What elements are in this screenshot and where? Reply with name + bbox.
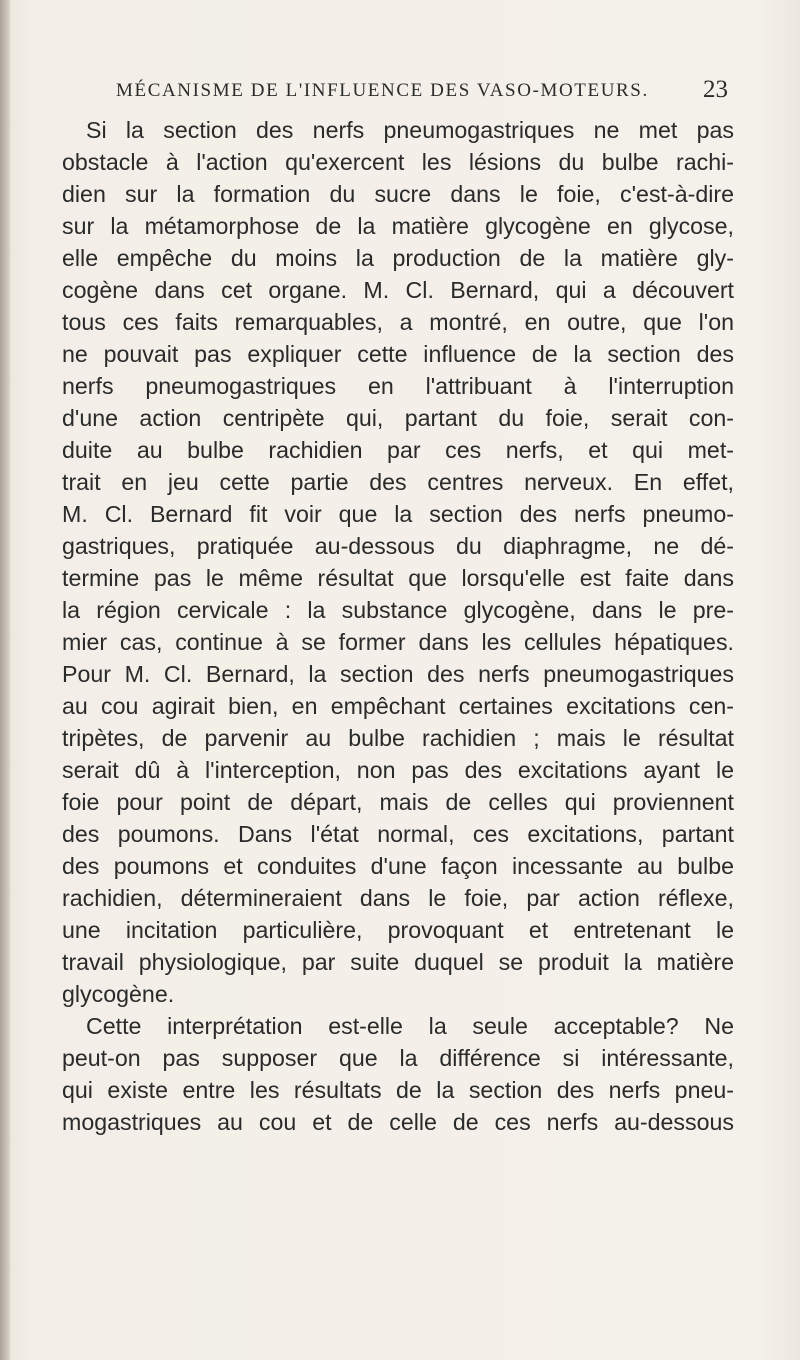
text-line: ne pouvait pas expliquer cette influence de la section des: [62, 341, 734, 367]
text-line: des poumons. Dans l'état normal, ces excitations, partant: [62, 821, 734, 847]
text-line: gastriques, pratiquée au-dessous du diaphragme, ne dé-: [62, 533, 734, 559]
running-title: MÉCANISME DE L'INFLUENCE DES VASO-MOTEURS.: [116, 80, 649, 101]
text-line: rachidien, détermineraient dans le foie, par action réflexe,: [62, 885, 734, 911]
page-number: 23: [703, 76, 728, 103]
text-line: mier cas, continue à se former dans les cellules hépatiques.: [62, 629, 734, 655]
text-line: obstacle à l'action qu'exercent les lésions du bulbe rachi-: [62, 149, 734, 175]
text-line: tripètes, de parvenir au bulbe rachidien ; mais le résultat: [62, 725, 734, 751]
text-line: trait en jeu cette partie des centres nerveux. En effet,: [62, 469, 734, 495]
page-binding-edge: [0, 0, 10, 1360]
text-line: mogastriques au cou et de celle de ces nerfs au-dessous: [62, 1109, 734, 1135]
text-line: sur la métamorphose de la matière glycogène en glycose,: [62, 213, 734, 239]
text-line: Cette interprétation est-elle la seule acceptable? Ne: [86, 1013, 734, 1039]
body-text: [62, 114, 734, 1138]
text-line: glycogène.: [62, 981, 175, 1007]
text-line: Pour M. Cl. Bernard, la section des nerfs pneumogastriques: [62, 661, 734, 687]
text-line: nerfs pneumogastriques en l'attribuant à l'interruption: [62, 373, 734, 399]
text-line: tous ces faits remarquables, a montré, en outre, que l'on: [62, 309, 734, 335]
text-line: d'une action centripète qui, partant du foie, serait con-: [62, 405, 734, 431]
text-line: peut-on pas supposer que la différence si intéressante,: [62, 1045, 734, 1071]
page-header: [108, 76, 728, 108]
text-line: serait dû à l'interception, non pas des excitations ayant le: [62, 757, 734, 783]
text-line: au cou agirait bien, en empêchant certaines excitations cen-: [62, 693, 734, 719]
text-line: la région cervicale : la substance glycogène, dans le pre-: [62, 597, 734, 623]
text-line: duite au bulbe rachidien par ces nerfs, et qui met-: [62, 437, 734, 463]
text-line: foie pour point de départ, mais de celles qui proviennent: [62, 789, 734, 815]
text-line: termine pas le même résultat que lorsqu'elle est faite dans: [62, 565, 734, 591]
text-line: une incitation particulière, provoquant et entretenant le: [62, 917, 734, 943]
text-line: M. Cl. Bernard fit voir que la section des nerfs pneumo-: [62, 501, 734, 527]
text-line: cogène dans cet organe. M. Cl. Bernard, qui a découvert: [62, 277, 734, 303]
text-line: dien sur la formation du sucre dans le foie, c'est-à-dire: [62, 181, 734, 207]
text-line: des poumons et conduites d'une façon incessante au bulbe: [62, 853, 734, 879]
text-line: qui existe entre les résultats de la section des nerfs pneu-: [62, 1077, 734, 1103]
text-line: travail physiologique, par suite duquel se produit la matière: [62, 949, 734, 975]
text-line: Si la section des nerfs pneumogastriques ne met pas: [86, 117, 734, 143]
text-line: elle empêche du moins la production de la matière gly-: [62, 245, 734, 271]
